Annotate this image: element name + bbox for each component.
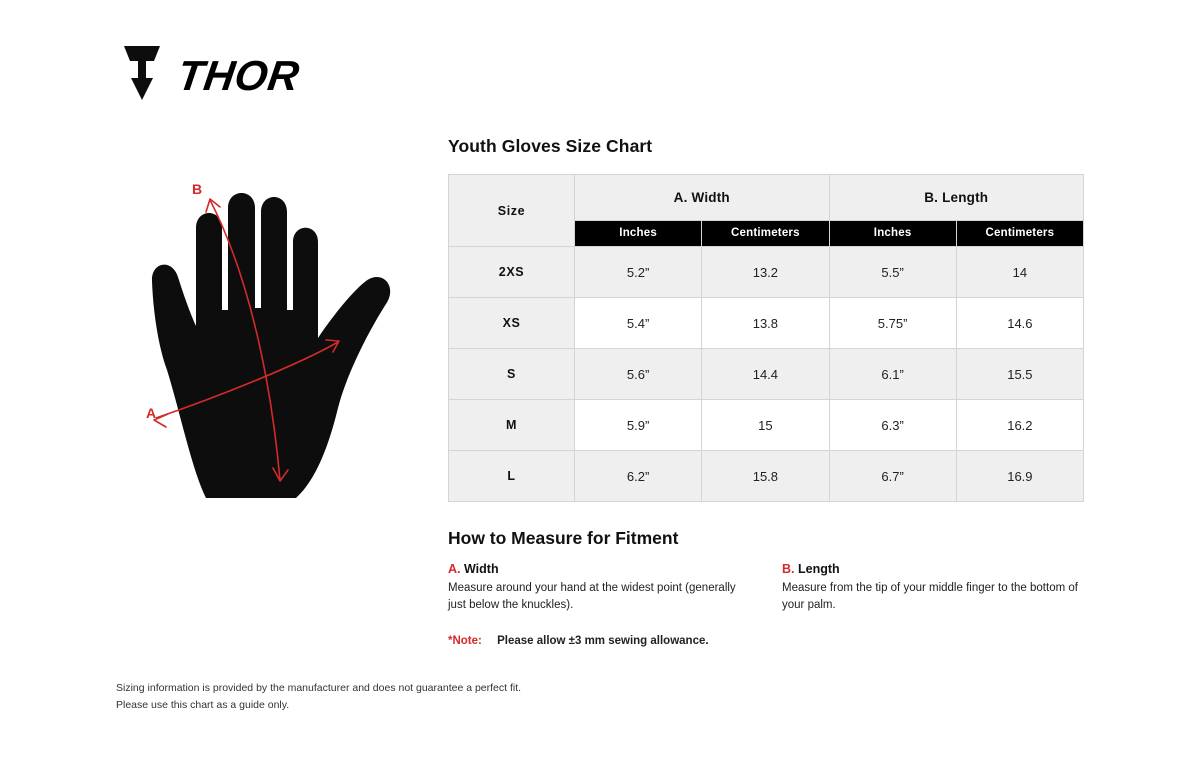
measure-item-length [782, 562, 1084, 613]
cell-2xs-width-in: 5.2” [575, 247, 702, 298]
disclaimer-line-2: Please use this chart as a guide only. [116, 699, 290, 712]
cell-s-width-in: 5.6” [575, 349, 702, 400]
cell-xs-length-cm: 14.6 [956, 298, 1083, 349]
measure-length-text: Measure from the tip of your middle finger to the bottom of your palm. [782, 582, 1078, 611]
size-chart-table [448, 174, 1084, 502]
cell-m-length-cm: 16.2 [956, 400, 1083, 451]
row-label-xs: XS [449, 298, 575, 349]
chart-content [448, 136, 1084, 647]
table-row [449, 298, 1084, 349]
how-to-measure-title: How to Measure for Fitment [448, 528, 679, 548]
page-title: Youth Gloves Size Chart [448, 136, 653, 156]
row-label-s: S [449, 349, 575, 400]
cell-m-width-in: 5.9” [575, 400, 702, 451]
row-label-2xs: 2XS [449, 247, 575, 298]
cell-m-length-in: 6.3” [829, 400, 956, 451]
row-label-m: M [449, 400, 575, 451]
measure-length-name: Length [797, 562, 840, 576]
cell-l-width-in: 6.2” [575, 451, 702, 502]
cell-l-length-in: 6.7” [829, 451, 956, 502]
measure-width-text: Measure around your hand at the widest point (generally just below the knuckles). [448, 582, 736, 611]
table-row [449, 451, 1084, 502]
measure-width-name: Width [463, 562, 499, 576]
cell-xs-width-cm: 13.8 [702, 298, 829, 349]
column-header-size: Size [449, 175, 575, 247]
column-header-width-inches: Inches [575, 220, 702, 246]
cell-s-length-cm: 15.5 [956, 349, 1083, 400]
table-header-row-groups [449, 175, 1084, 221]
measure-item-width [448, 562, 750, 613]
column-group-width: A. Width [575, 175, 830, 221]
cell-l-length-cm: 16.9 [956, 451, 1083, 502]
note-label: *Note: [448, 635, 482, 648]
column-header-width-centimeters: Centimeters [702, 220, 829, 246]
disclaimer [116, 680, 521, 715]
cell-s-width-cm: 14.4 [702, 349, 829, 400]
column-group-length: B. Length [829, 175, 1084, 221]
row-label-l: L [449, 451, 575, 502]
illustration-label-a: A [146, 405, 157, 421]
disclaimer-line-1: Sizing information is provided by the manufacturer and does not guarantee a perfect fit. [116, 682, 522, 694]
cell-m-width-cm: 15 [702, 400, 829, 451]
column-header-length-centimeters: Centimeters [956, 220, 1083, 246]
column-header-length-inches: Inches [829, 220, 956, 246]
cell-s-length-in: 6.1” [829, 349, 956, 400]
cell-l-width-cm: 15.8 [702, 451, 829, 502]
hand-silhouette [152, 193, 390, 498]
table-row [449, 247, 1084, 298]
table-row [449, 400, 1084, 451]
measure-length-letter: B. [782, 562, 795, 576]
thor-bolt-icon [120, 44, 164, 107]
glove-hand-diagram [110, 150, 430, 540]
measure-width-letter: A. [448, 562, 461, 576]
brand-logo [120, 44, 303, 107]
note-text: Please allow ±3 mm sewing allowance. [497, 635, 709, 648]
illustration-label-b: B [192, 181, 203, 197]
table-row [449, 349, 1084, 400]
cell-xs-width-in: 5.4” [575, 298, 702, 349]
cell-2xs-width-cm: 13.2 [702, 247, 829, 298]
brand-wordmark: THOR [174, 51, 303, 99]
cell-2xs-length-in: 5.5” [829, 247, 956, 298]
cell-xs-length-in: 5.75” [829, 298, 956, 349]
how-to-measure-section [448, 528, 1084, 647]
cell-2xs-length-cm: 14 [956, 247, 1083, 298]
sewing-allowance-note [448, 635, 1084, 647]
measure-length-heading [782, 562, 1084, 576]
measure-width-heading [448, 562, 750, 576]
